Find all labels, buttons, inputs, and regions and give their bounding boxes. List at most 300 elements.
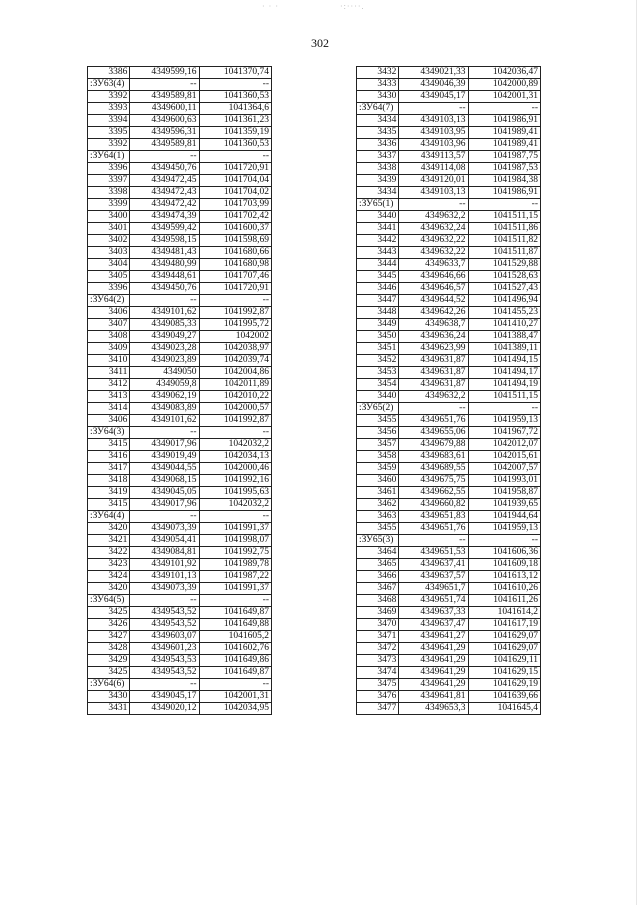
parcel-header-row (88, 679, 272, 691)
y-coordinate: 1041649,88 (199, 619, 272, 631)
table-row (88, 523, 272, 535)
coordinates-table-right (356, 66, 541, 715)
scan-artifact: · · · (262, 2, 279, 11)
x-coordinate: 4349651,7 (399, 583, 468, 595)
point-id: 3415 (88, 499, 130, 511)
table-row (357, 439, 541, 451)
table-row (357, 67, 541, 79)
y-coordinate: 1041998,07 (199, 535, 272, 547)
point-id: 3427 (88, 631, 130, 643)
y-coordinate: 1041987,53 (468, 163, 541, 175)
y-coordinate: 1041370,74 (199, 67, 272, 79)
x-coordinate: 4349472,42 (130, 199, 199, 211)
point-id: 3415 (88, 439, 130, 451)
x-coordinate: 4349045,17 (130, 691, 199, 703)
table-row (357, 343, 541, 355)
point-id: 3417 (88, 463, 130, 475)
point-id: 3430 (357, 91, 399, 103)
y-coordinate: 1041959,13 (468, 523, 541, 535)
y-coordinate: 1041359,19 (199, 127, 272, 139)
point-id: 3414 (88, 403, 130, 415)
x-coordinate: 4349472,43 (130, 187, 199, 199)
table-row (88, 487, 272, 499)
y-coordinate: -- (199, 679, 272, 691)
table-row (88, 499, 272, 511)
point-id: 3434 (357, 115, 399, 127)
point-id: 3406 (88, 415, 130, 427)
x-coordinate: 4349101,62 (130, 415, 199, 427)
table-row (357, 139, 541, 151)
x-coordinate: 4349603,07 (130, 631, 199, 643)
x-coordinate: 4349641,81 (399, 691, 468, 703)
parcel-label: :ЗУ65(3) (357, 535, 399, 547)
x-coordinate: 4349683,61 (399, 451, 468, 463)
point-id: 3409 (88, 343, 130, 355)
x-coordinate: 4349103,13 (399, 115, 468, 127)
y-coordinate: 1041629,19 (468, 679, 541, 691)
point-id: 3470 (357, 619, 399, 631)
table-row (357, 475, 541, 487)
y-coordinate: 1042007,57 (468, 463, 541, 475)
point-id: 3434 (357, 187, 399, 199)
point-id: 3447 (357, 295, 399, 307)
y-coordinate: 1041989,78 (199, 559, 272, 571)
parcel-header-row (357, 403, 541, 415)
x-coordinate: 4349120,01 (399, 175, 468, 187)
y-coordinate: 1041494,17 (468, 367, 541, 379)
table-row (357, 511, 541, 523)
table-row (88, 103, 272, 115)
y-coordinate: 1041527,43 (468, 283, 541, 295)
y-coordinate: 1041364,6 (199, 103, 272, 115)
table-row (357, 679, 541, 691)
x-coordinate: 4349632,2 (399, 391, 468, 403)
y-coordinate: 1041987,75 (468, 151, 541, 163)
y-coordinate: 1041605,2 (199, 631, 272, 643)
table-row (357, 235, 541, 247)
y-coordinate: 1041959,13 (468, 415, 541, 427)
y-coordinate: 1042000,57 (199, 403, 272, 415)
table-row (88, 331, 272, 343)
y-coordinate: -- (199, 295, 272, 307)
y-coordinate: 1041992,75 (199, 547, 272, 559)
x-coordinate: 4349045,05 (130, 487, 199, 499)
x-coordinate: -- (130, 595, 199, 607)
y-coordinate: 1042002 (199, 331, 272, 343)
x-coordinate: -- (130, 427, 199, 439)
x-coordinate: 4349543,52 (130, 619, 199, 631)
point-id: 3459 (357, 463, 399, 475)
point-id: 3477 (357, 703, 399, 715)
x-coordinate: 4349023,28 (130, 343, 199, 355)
y-coordinate: 1041529,88 (468, 259, 541, 271)
point-id: 3438 (357, 163, 399, 175)
y-coordinate: 1041944,64 (468, 511, 541, 523)
x-coordinate: 4349641,29 (399, 643, 468, 655)
y-coordinate: 1041388,47 (468, 331, 541, 343)
y-coordinate: 1041704,04 (199, 175, 272, 187)
y-coordinate: 1041680,66 (199, 247, 272, 259)
x-coordinate: 4349543,52 (130, 667, 199, 679)
y-coordinate: 1041986,91 (468, 115, 541, 127)
y-coordinate: -- (468, 199, 541, 211)
y-coordinate: 1042032,2 (199, 499, 272, 511)
y-coordinate: 1041629,15 (468, 667, 541, 679)
x-coordinate: 4349651,76 (399, 415, 468, 427)
y-coordinate: 1042034,95 (199, 703, 272, 715)
point-id: 3436 (357, 139, 399, 151)
y-coordinate: 1041986,91 (468, 187, 541, 199)
y-coordinate: 1041629,11 (468, 655, 541, 667)
x-coordinate: 4349631,87 (399, 355, 468, 367)
point-id: 3396 (88, 283, 130, 295)
point-id: 3429 (88, 655, 130, 667)
point-id: 3404 (88, 259, 130, 271)
x-coordinate: 4349472,45 (130, 175, 199, 187)
parcel-header-row (357, 199, 541, 211)
table-row (88, 127, 272, 139)
x-coordinate: -- (399, 199, 468, 211)
table-row (357, 643, 541, 655)
x-coordinate: 4349641,29 (399, 655, 468, 667)
point-id: 3464 (357, 547, 399, 559)
x-coordinate: 4349689,55 (399, 463, 468, 475)
point-id: 3437 (357, 151, 399, 163)
x-coordinate: 4349646,66 (399, 271, 468, 283)
point-id: 3471 (357, 631, 399, 643)
point-id: 3460 (357, 475, 399, 487)
y-coordinate: 1042036,47 (468, 67, 541, 79)
y-coordinate: -- (468, 103, 541, 115)
y-coordinate: 1041455,23 (468, 307, 541, 319)
x-coordinate: 4349480,99 (130, 259, 199, 271)
parcel-label: :ЗУ65(2) (357, 403, 399, 415)
x-coordinate: 4349481,43 (130, 247, 199, 259)
parcel-label: :ЗУ63(4) (88, 79, 130, 91)
point-id: 3426 (88, 619, 130, 631)
parcel-label: :ЗУ64(4) (88, 511, 130, 523)
x-coordinate: 4349474,39 (130, 211, 199, 223)
y-coordinate: -- (199, 427, 272, 439)
y-coordinate: -- (199, 595, 272, 607)
table-row (357, 559, 541, 571)
point-id: 3469 (357, 607, 399, 619)
table-row (357, 607, 541, 619)
x-coordinate: 4349023,89 (130, 355, 199, 367)
table-row (357, 271, 541, 283)
table-row (88, 343, 272, 355)
point-id: 3439 (357, 175, 399, 187)
table-row (357, 187, 541, 199)
y-coordinate: 1041995,63 (199, 487, 272, 499)
x-coordinate: 4349059,8 (130, 379, 199, 391)
point-id: 3392 (88, 91, 130, 103)
x-coordinate: -- (399, 535, 468, 547)
x-coordinate: 4349637,57 (399, 571, 468, 583)
table-row (357, 163, 541, 175)
point-id: 3461 (357, 487, 399, 499)
table-row (357, 619, 541, 631)
y-coordinate: 1041494,19 (468, 379, 541, 391)
x-coordinate: 4349675,75 (399, 475, 468, 487)
x-coordinate: -- (399, 103, 468, 115)
table-row (357, 379, 541, 391)
point-id: 3410 (88, 355, 130, 367)
x-coordinate: 4349637,41 (399, 559, 468, 571)
point-id: 3412 (88, 379, 130, 391)
point-id: 3458 (357, 451, 399, 463)
point-id: 3467 (357, 583, 399, 595)
table-row (88, 643, 272, 655)
y-coordinate: 1041629,07 (468, 643, 541, 655)
y-coordinate: 1042000,89 (468, 79, 541, 91)
table-row (88, 259, 272, 271)
point-id: 3403 (88, 247, 130, 259)
y-coordinate: 1041617,19 (468, 619, 541, 631)
table-row (88, 211, 272, 223)
y-coordinate: 1041361,23 (199, 115, 272, 127)
y-coordinate: 1041645,4 (468, 703, 541, 715)
table-row (357, 667, 541, 679)
point-id: 3454 (357, 379, 399, 391)
table-row (357, 283, 541, 295)
x-coordinate: -- (130, 151, 199, 163)
table-row (88, 571, 272, 583)
x-coordinate: 4349641,29 (399, 679, 468, 691)
y-coordinate: 1042039,74 (199, 355, 272, 367)
point-id: 3430 (88, 691, 130, 703)
table-row (88, 187, 272, 199)
y-coordinate: 1042038,97 (199, 343, 272, 355)
table-row (357, 367, 541, 379)
x-coordinate: 4349019,49 (130, 451, 199, 463)
table-row (357, 451, 541, 463)
y-coordinate: 1041496,94 (468, 295, 541, 307)
table-row (88, 391, 272, 403)
x-coordinate: 4349020,12 (130, 703, 199, 715)
point-id: 3407 (88, 319, 130, 331)
point-id: 3413 (88, 391, 130, 403)
x-coordinate: 4349637,47 (399, 619, 468, 631)
parcel-label: :ЗУ64(2) (88, 295, 130, 307)
table-row (88, 607, 272, 619)
y-coordinate: 1042011,89 (199, 379, 272, 391)
point-id: 3472 (357, 643, 399, 655)
x-coordinate: 4349642,26 (399, 307, 468, 319)
point-id: 3442 (357, 235, 399, 247)
point-id: 3392 (88, 139, 130, 151)
x-coordinate: 4349085,33 (130, 319, 199, 331)
y-coordinate: 1041629,07 (468, 631, 541, 643)
y-coordinate: 1041649,87 (199, 667, 272, 679)
y-coordinate: 1041611,26 (468, 595, 541, 607)
table-row (357, 571, 541, 583)
point-id: 3440 (357, 211, 399, 223)
y-coordinate: 1041511,87 (468, 247, 541, 259)
point-id: 3431 (88, 703, 130, 715)
x-coordinate: -- (130, 79, 199, 91)
x-coordinate: 4349599,16 (130, 67, 199, 79)
x-coordinate: 4349638,7 (399, 319, 468, 331)
x-coordinate: 4349101,13 (130, 571, 199, 583)
point-id: 3466 (357, 571, 399, 583)
point-id: 3397 (88, 175, 130, 187)
table-row (357, 211, 541, 223)
x-coordinate: 4349599,42 (130, 223, 199, 235)
x-coordinate: 4349450,76 (130, 163, 199, 175)
table-row (88, 367, 272, 379)
point-id: 3462 (357, 499, 399, 511)
x-coordinate: -- (130, 511, 199, 523)
point-id: 3452 (357, 355, 399, 367)
table-row (88, 559, 272, 571)
x-coordinate: 4349651,83 (399, 511, 468, 523)
table-row (357, 487, 541, 499)
y-coordinate: 1041720,91 (199, 283, 272, 295)
table-row (357, 703, 541, 715)
point-id: 3395 (88, 127, 130, 139)
point-id: 3419 (88, 487, 130, 499)
point-id: 3435 (357, 127, 399, 139)
y-coordinate: 1041967,72 (468, 427, 541, 439)
x-coordinate: 4349653,3 (399, 703, 468, 715)
table-row (357, 631, 541, 643)
y-coordinate: 1041993,01 (468, 475, 541, 487)
table-row (357, 127, 541, 139)
table-row (88, 535, 272, 547)
table-row (357, 463, 541, 475)
point-id: 3445 (357, 271, 399, 283)
x-coordinate: 4349651,53 (399, 547, 468, 559)
x-coordinate: 4349017,96 (130, 499, 199, 511)
point-id: 3393 (88, 103, 130, 115)
x-coordinate: -- (130, 295, 199, 307)
table-row (88, 175, 272, 187)
x-coordinate: 4349062,19 (130, 391, 199, 403)
point-id: 3396 (88, 163, 130, 175)
table-row (88, 235, 272, 247)
x-coordinate: 4349084,81 (130, 547, 199, 559)
table-row (357, 583, 541, 595)
table-row (357, 151, 541, 163)
x-coordinate: 4349021,33 (399, 67, 468, 79)
y-coordinate: 1041958,87 (468, 487, 541, 499)
y-coordinate: 1041613,12 (468, 571, 541, 583)
y-coordinate: 1041680,98 (199, 259, 272, 271)
y-coordinate: 1041984,38 (468, 175, 541, 187)
y-coordinate: 1042032,2 (199, 439, 272, 451)
table-row (357, 259, 541, 271)
point-id: 3420 (88, 583, 130, 595)
parcel-label: :ЗУ65(1) (357, 199, 399, 211)
parcel-label: :ЗУ64(6) (88, 679, 130, 691)
y-coordinate: 1041989,41 (468, 127, 541, 139)
x-coordinate: 4349655,06 (399, 427, 468, 439)
table-row (357, 307, 541, 319)
scan-artifact: ·:····. (340, 2, 365, 11)
y-coordinate: 1042001,31 (199, 691, 272, 703)
y-coordinate: 1041704,02 (199, 187, 272, 199)
y-coordinate: 1041360,53 (199, 91, 272, 103)
parcel-header-row (357, 103, 541, 115)
point-id: 3411 (88, 367, 130, 379)
x-coordinate: 4349101,62 (130, 307, 199, 319)
table-row (88, 451, 272, 463)
table-row (357, 295, 541, 307)
point-id: 3398 (88, 187, 130, 199)
x-coordinate: 4349448,61 (130, 271, 199, 283)
y-coordinate: -- (468, 535, 541, 547)
y-coordinate: 1041511,15 (468, 211, 541, 223)
x-coordinate: 4349637,33 (399, 607, 468, 619)
table-row (88, 583, 272, 595)
table-row (357, 223, 541, 235)
x-coordinate: 4349103,13 (399, 187, 468, 199)
table-row (357, 415, 541, 427)
table-row (88, 667, 272, 679)
y-coordinate: 1041991,37 (199, 523, 272, 535)
parcel-header-row (88, 79, 272, 91)
parcel-header-row (88, 511, 272, 523)
x-coordinate: 4349044,55 (130, 463, 199, 475)
x-coordinate: 4349641,29 (399, 667, 468, 679)
table-row (88, 163, 272, 175)
x-coordinate: 4349073,39 (130, 523, 199, 535)
x-coordinate: 4349114,08 (399, 163, 468, 175)
point-id: 3446 (357, 283, 399, 295)
point-id: 3449 (357, 319, 399, 331)
x-coordinate: 4349632,22 (399, 235, 468, 247)
x-coordinate: 4349600,63 (130, 115, 199, 127)
table-row (357, 547, 541, 559)
y-coordinate: -- (199, 511, 272, 523)
parcel-header-row (88, 295, 272, 307)
table-row (88, 115, 272, 127)
x-coordinate: 4349083,89 (130, 403, 199, 415)
x-coordinate: 4349660,82 (399, 499, 468, 511)
x-coordinate: 4349543,53 (130, 655, 199, 667)
y-coordinate: 1041702,42 (199, 211, 272, 223)
point-id: 3443 (357, 247, 399, 259)
y-coordinate: 1041511,15 (468, 391, 541, 403)
table-row (88, 631, 272, 643)
x-coordinate: 4349632,24 (399, 223, 468, 235)
y-coordinate: 1041511,82 (468, 235, 541, 247)
x-coordinate: 4349113,57 (399, 151, 468, 163)
x-coordinate: 4349046,39 (399, 79, 468, 91)
table-row (88, 475, 272, 487)
coordinates-table-left (87, 66, 272, 715)
x-coordinate: 4349598,15 (130, 235, 199, 247)
x-coordinate: 4349103,96 (399, 139, 468, 151)
y-coordinate: 1041528,63 (468, 271, 541, 283)
point-id: 3416 (88, 451, 130, 463)
table-row (357, 427, 541, 439)
point-id: 3441 (357, 223, 399, 235)
table-row (357, 115, 541, 127)
parcel-header-row (88, 595, 272, 607)
y-coordinate: 1041602,76 (199, 643, 272, 655)
x-coordinate: 4349101,92 (130, 559, 199, 571)
y-coordinate: 1041410,27 (468, 319, 541, 331)
y-coordinate: 1041995,72 (199, 319, 272, 331)
x-coordinate: 4349623,99 (399, 343, 468, 355)
point-id: 3386 (88, 67, 130, 79)
table-row (88, 547, 272, 559)
point-id: 3468 (357, 595, 399, 607)
table-row (88, 439, 272, 451)
point-id: 3399 (88, 199, 130, 211)
